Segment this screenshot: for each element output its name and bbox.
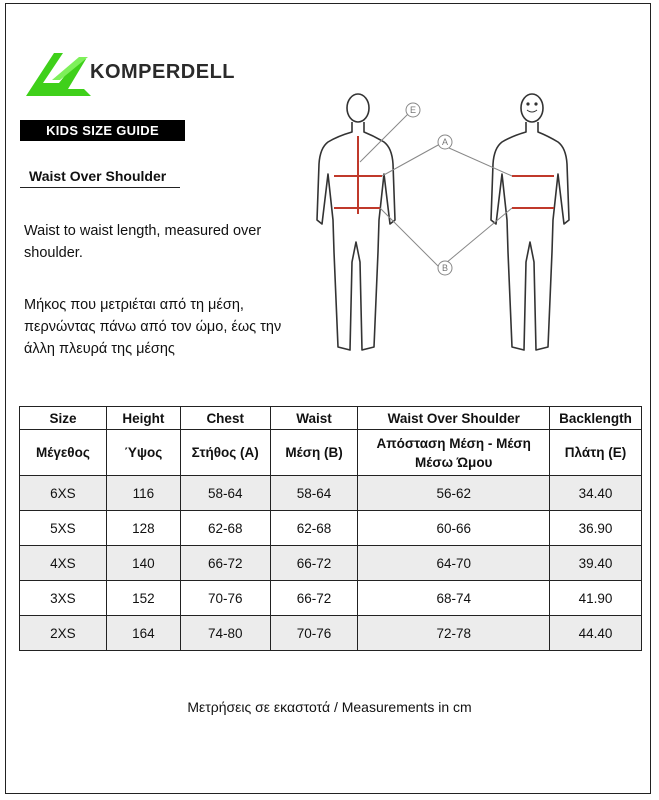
cell-waist: 66-72 — [270, 546, 358, 581]
header-waist-over-shoulder: Waist Over Shoulder — [358, 407, 550, 430]
cell-height: 128 — [106, 511, 180, 546]
cell-backlength: 34.40 — [550, 476, 642, 511]
header-el-size: Μέγεθος — [20, 430, 107, 476]
header-el-height: Ύψος — [106, 430, 180, 476]
cell-waist-over-shoulder: 60-66 — [358, 511, 550, 546]
cell-chest: 58-64 — [180, 476, 270, 511]
cell-size: 6XS — [20, 476, 107, 511]
table-row — [20, 476, 642, 511]
cell-backlength: 41.90 — [550, 581, 642, 616]
cell-waist-over-shoulder: 56-62 — [358, 476, 550, 511]
header-chest: Chest — [180, 407, 270, 430]
cell-waist: 70-76 — [270, 616, 358, 651]
size-table — [19, 406, 642, 651]
table-row — [20, 546, 642, 581]
cell-backlength: 44.40 — [550, 616, 642, 651]
cell-waist: 66-72 — [270, 581, 358, 616]
cell-height: 152 — [106, 581, 180, 616]
kids-size-guide-badge: KIDS SIZE GUIDE — [20, 120, 185, 141]
label-e: E — [409, 105, 417, 115]
header-el-waist: Μέση (Β) — [270, 430, 358, 476]
header-el-waist-over-shoulder: Απόσταση Μέση - Μέση Μέσω Ώμου — [358, 430, 550, 476]
cell-chest: 62-68 — [180, 511, 270, 546]
cell-size: 3XS — [20, 581, 107, 616]
cell-chest: 74-80 — [180, 616, 270, 651]
table-row — [20, 581, 642, 616]
description-english: Waist to waist length, measured over shoulder. — [24, 223, 262, 261]
cell-chest: 66-72 — [180, 546, 270, 581]
cell-size: 4XS — [20, 546, 107, 581]
brand-name: KOMPERDELL — [90, 61, 235, 83]
label-a: A — [441, 137, 449, 147]
cell-chest: 70-76 — [180, 581, 270, 616]
table-row — [20, 616, 642, 651]
table-header-row-greek — [20, 430, 642, 476]
measurement-units-note: Μετρήσεις σε εκαστοτά / Measurements in cm — [187, 699, 472, 715]
header-height: Height — [106, 407, 180, 430]
cell-waist: 58-64 — [270, 476, 358, 511]
cell-height: 116 — [106, 476, 180, 511]
header-waist: Waist — [270, 407, 358, 430]
cell-backlength: 36.90 — [550, 511, 642, 546]
section-title: Waist Over Shoulder — [20, 168, 180, 188]
cell-waist-over-shoulder: 64-70 — [358, 546, 550, 581]
body-measurement-diagram — [300, 92, 600, 362]
header-el-backlength: Πλάτη (Ε) — [550, 430, 642, 476]
cell-waist: 62-68 — [270, 511, 358, 546]
cell-backlength: 39.40 — [550, 546, 642, 581]
cell-size: 5XS — [20, 511, 107, 546]
header-el-chest: Στήθος (Α) — [180, 430, 270, 476]
header-backlength: Backlength — [550, 407, 642, 430]
cell-height: 164 — [106, 616, 180, 651]
table-row — [20, 511, 642, 546]
cell-waist-over-shoulder: 68-74 — [358, 581, 550, 616]
header-size: Size — [20, 407, 107, 430]
cell-height: 140 — [106, 546, 180, 581]
table-header-row — [20, 407, 642, 430]
cell-waist-over-shoulder: 72-78 — [358, 616, 550, 651]
cell-size: 2XS — [20, 616, 107, 651]
label-b: B — [441, 263, 449, 273]
description-greek: Μήκος που μετριέται από τη μέση, περνώντας πάνω από τον ώμο, έως την άλλη πλευρά της μέσης — [24, 297, 282, 357]
